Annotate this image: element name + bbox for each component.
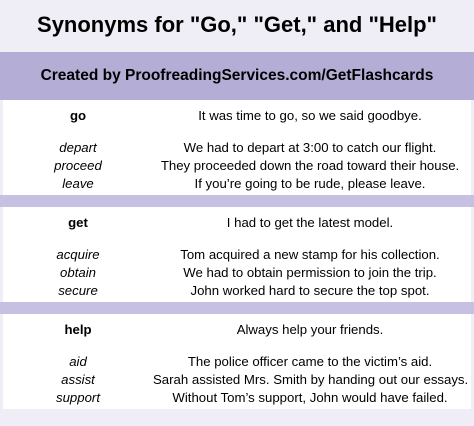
headword-row (3, 106, 471, 124)
synonym-example: We had to depart at 3:00 to catch our flight. (183, 139, 437, 155)
synonym-row (3, 174, 471, 192)
synonym-word: leave (62, 175, 94, 191)
synonym-row (3, 156, 471, 174)
synonym-example: Without Tom’s support, John would have failed. (172, 389, 448, 405)
synonym-word: secure (58, 282, 98, 298)
synonym-word: aid (69, 353, 87, 369)
synonym-example: Sarah assisted Mrs. Smith by handing out our essays. (153, 371, 469, 387)
synonym-word: obtain (60, 264, 96, 280)
page-subtitle: Created by ProofreadingServices.com/GetFlashcards (0, 52, 474, 100)
headword-example: I had to get the latest model. (226, 214, 394, 230)
synonym-example: We had to obtain permission to join the trip. (183, 264, 437, 280)
synonym-word: proceed (54, 157, 102, 173)
synonym-example: They proceeded down the road toward their house. (160, 157, 460, 173)
synonym-row (3, 245, 471, 263)
section-help (3, 314, 471, 409)
synonym-example: Tom acquired a new stamp for his collection. (180, 246, 440, 262)
synonym-example: John worked hard to secure the top spot. (190, 282, 430, 298)
synonym-row (3, 388, 471, 406)
synonym-word: acquire (56, 246, 100, 262)
section-divider (0, 195, 474, 207)
section-get (3, 207, 471, 302)
headword: go (69, 107, 87, 123)
section-divider (0, 302, 474, 314)
headword: get (68, 214, 88, 230)
synonym-example: The police officer came to the victim’s aid. (187, 353, 433, 369)
synonym-row (3, 281, 471, 299)
headword-example: It was time to go, so we said goodbye. (198, 107, 422, 123)
section-go (3, 100, 471, 195)
headword: help (64, 321, 92, 337)
synonym-word: support (56, 389, 100, 405)
headword-row (3, 213, 471, 231)
page-title: Synonyms for "Go," "Get," and "Help" (0, 0, 474, 52)
headword-example: Always help your friends. (236, 321, 384, 337)
synonym-word: assist (61, 371, 95, 387)
headword-row (3, 320, 471, 338)
synonym-row (3, 263, 471, 281)
synonym-example: If you’re going to be rude, please leave. (194, 175, 426, 191)
synonym-word: depart (59, 139, 97, 155)
synonym-row (3, 138, 471, 156)
synonym-row (3, 352, 471, 370)
synonym-row (3, 370, 471, 388)
